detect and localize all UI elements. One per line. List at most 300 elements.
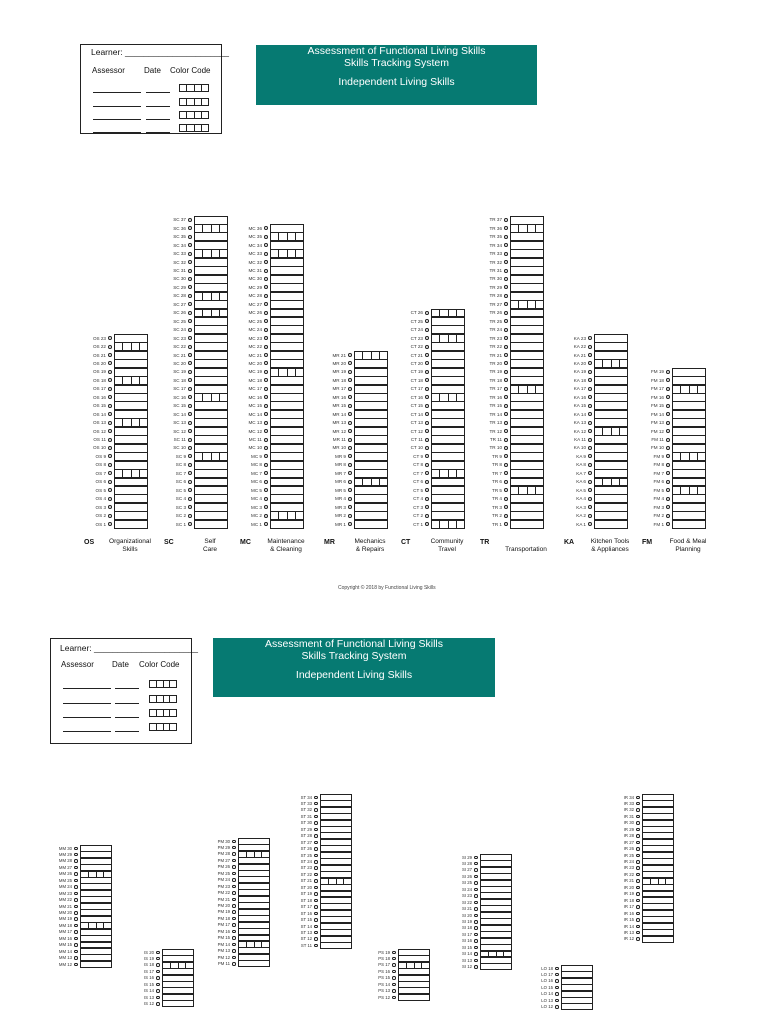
p2-st-label-33: ST 33 bbox=[300, 800, 312, 806]
mr-name-line-2: & Repairs bbox=[355, 546, 385, 553]
p2-si-label-16: SI 16 bbox=[461, 938, 472, 944]
p2-is-label-19: IS 19 bbox=[143, 955, 154, 961]
p2-ir-label-16: IR 16 bbox=[623, 910, 634, 916]
p2-mm-circle-28[interactable] bbox=[74, 859, 78, 863]
tr-label-25: TR 25 bbox=[489, 318, 502, 324]
p2-ps-circle-17[interactable] bbox=[392, 963, 396, 967]
os-label-14: OS 14 bbox=[92, 411, 106, 417]
mc-label-3: MC 3 bbox=[251, 504, 262, 510]
p2-lo-circle-17[interactable] bbox=[555, 973, 559, 977]
p2-st-circle-23[interactable] bbox=[314, 866, 318, 870]
p2-mm-circle-21[interactable] bbox=[74, 905, 78, 909]
p2-ps-circle-16[interactable] bbox=[392, 970, 396, 974]
p2-mm-box-12[interactable] bbox=[80, 961, 112, 968]
p2-lo-label-12: LO 12 bbox=[541, 1004, 553, 1010]
assessor-line-2-4[interactable] bbox=[63, 731, 111, 732]
p2-mm-circle-15[interactable] bbox=[74, 943, 78, 947]
assessor-label-2: Assessor bbox=[61, 660, 94, 669]
p2-ir-circle-29[interactable] bbox=[636, 828, 640, 832]
os-label-15: OS 15 bbox=[92, 403, 106, 409]
p2-st-label-14: ST 14 bbox=[300, 923, 312, 929]
p2-si-circle-27[interactable] bbox=[474, 868, 478, 872]
mr-label-20: MR 20 bbox=[332, 360, 346, 366]
ka-label-16: KA 16 bbox=[573, 394, 586, 400]
p2-st-circle-18[interactable] bbox=[314, 899, 318, 903]
sc-label-2: SC 2 bbox=[175, 513, 186, 519]
os-label-10: OS 10 bbox=[92, 445, 106, 451]
p2-st-label-12: ST 12 bbox=[300, 936, 312, 942]
p2-si-circle-17[interactable] bbox=[474, 933, 478, 937]
ct-label-19: CT 19 bbox=[410, 369, 423, 375]
p2-ir-circle-23[interactable] bbox=[636, 866, 640, 870]
mr-label-1: MR 1 bbox=[335, 521, 346, 527]
p2-pm-circle-17[interactable] bbox=[232, 923, 236, 927]
p2-pm-label-18: PM 18 bbox=[217, 915, 230, 921]
p2-ir-circle-18[interactable] bbox=[636, 899, 640, 903]
ct-label-6: CT 6 bbox=[413, 479, 423, 485]
p2-is-circle-16[interactable] bbox=[156, 976, 160, 980]
p2-ps-circle-15[interactable] bbox=[392, 976, 396, 980]
p2-mm-circle-16[interactable] bbox=[74, 937, 78, 941]
p2-ps-box-12[interactable] bbox=[398, 994, 430, 1001]
p2-pm-label-14: PM 14 bbox=[217, 941, 230, 947]
p2-ir-circle-25[interactable] bbox=[636, 854, 640, 858]
p2-is-circle-13[interactable] bbox=[156, 996, 160, 1000]
p2-ir-circle-27[interactable] bbox=[636, 841, 640, 845]
sc-label-16: SC 16 bbox=[173, 394, 186, 400]
p2-si-circle-15[interactable] bbox=[474, 946, 478, 950]
color-code-label-2: Color Code bbox=[139, 660, 180, 669]
p2-ir-circle-17[interactable] bbox=[636, 905, 640, 909]
learner-label: Learner: ______________________ bbox=[91, 47, 230, 57]
p2-pm-circle-30[interactable] bbox=[232, 840, 236, 844]
p2-pm-label-21: PM 21 bbox=[217, 896, 230, 902]
mc-label-31: MC 31 bbox=[248, 268, 262, 273]
p2-st-circle-12[interactable] bbox=[314, 937, 318, 941]
ct-label-5: CT 5 bbox=[413, 487, 423, 493]
p2-st-circle-27[interactable] bbox=[314, 841, 318, 845]
tr-label-32: TR 32 bbox=[489, 259, 502, 265]
p2-is-circle-12[interactable] bbox=[156, 1002, 160, 1006]
p2-st-circle-24[interactable] bbox=[314, 860, 318, 864]
p2-st-circle-29[interactable] bbox=[314, 828, 318, 832]
ct-label-23: CT 23 bbox=[410, 335, 423, 341]
p2-ir-circle-14[interactable] bbox=[636, 925, 640, 929]
date-label-2: Date bbox=[112, 660, 129, 669]
p2-ir-circle-33[interactable] bbox=[636, 802, 640, 806]
p2-st-circle-14[interactable] bbox=[314, 925, 318, 929]
mc-label-19: MC 19 bbox=[248, 369, 262, 375]
p2-pm-circle-21[interactable] bbox=[232, 898, 236, 902]
p2-si-circle-21[interactable] bbox=[474, 907, 478, 911]
mr-label-3: MR 3 bbox=[335, 504, 346, 510]
p2-is-circle-18[interactable] bbox=[156, 963, 160, 967]
p2-st-label-32: ST 32 bbox=[300, 807, 312, 813]
p2-ps-circle-18[interactable] bbox=[392, 957, 396, 961]
p2-ir-circle-13[interactable] bbox=[636, 931, 640, 935]
ka-label-23: KA 23 bbox=[573, 335, 586, 341]
learner-info-box-2 bbox=[50, 638, 199, 744]
p2-st-label-11: ST 11 bbox=[300, 942, 312, 948]
p2-mm-circle-24[interactable] bbox=[74, 885, 78, 889]
p2-st-circle-15[interactable] bbox=[314, 918, 318, 922]
tr-label-10: TR 10 bbox=[489, 445, 502, 451]
p2-si-box-12[interactable] bbox=[480, 963, 512, 970]
p2-mm-circle-30[interactable] bbox=[74, 847, 78, 851]
ka-label-14: KA 14 bbox=[573, 411, 586, 417]
p2-st-circle-34[interactable] bbox=[314, 796, 318, 800]
p2-ps-circle-12[interactable] bbox=[392, 996, 396, 1000]
p2-ir-label-31: IR 31 bbox=[623, 813, 634, 819]
p2-pm-label-30: PM 30 bbox=[217, 838, 230, 844]
os-label-13: OS 13 bbox=[92, 420, 106, 426]
p2-pm-circle-22[interactable] bbox=[232, 891, 236, 895]
p2-st-circle-13[interactable] bbox=[314, 931, 318, 935]
p2-pm-circle-16[interactable] bbox=[232, 930, 236, 934]
ka-label-15: KA 15 bbox=[573, 403, 586, 409]
p2-is-circle-17[interactable] bbox=[156, 970, 160, 974]
p2-si-circle-26[interactable] bbox=[474, 875, 478, 879]
p2-st-circle-26[interactable] bbox=[314, 847, 318, 851]
sc-label-24: SC 24 bbox=[173, 327, 186, 333]
p2-lo-circle-12[interactable] bbox=[555, 1005, 559, 1009]
assessor-line-2-1[interactable] bbox=[63, 688, 111, 689]
p2-mm-circle-25[interactable] bbox=[74, 879, 78, 883]
p2-mm-label-18: MM 18 bbox=[58, 922, 72, 928]
sc-label-23: SC 23 bbox=[173, 335, 186, 341]
p2-ir-label-22: IR 22 bbox=[623, 871, 634, 877]
mc-label-18: MC 18 bbox=[248, 377, 262, 383]
p2-st-circle-20[interactable] bbox=[314, 886, 318, 890]
p2-st-circle-31[interactable] bbox=[314, 815, 318, 819]
fm-label-11: FM 11 bbox=[651, 437, 664, 442]
date-line-2-2[interactable] bbox=[115, 703, 139, 704]
ct-label-4: CT 4 bbox=[413, 496, 423, 502]
p2-pm-circle-19[interactable] bbox=[232, 910, 236, 914]
sc-label-14: SC 14 bbox=[173, 411, 186, 417]
mr-name-line-1: Mechanics bbox=[354, 538, 386, 545]
p2-ps-circle-19[interactable] bbox=[392, 951, 396, 955]
title-line-2-1: Assessment of Functional Living Skills bbox=[265, 638, 443, 650]
p2-pm-circle-24[interactable] bbox=[232, 878, 236, 882]
p2-ir-label-23: IR 23 bbox=[623, 865, 634, 871]
p2-si-circle-28[interactable] bbox=[474, 862, 478, 866]
p2-mm-circle-19[interactable] bbox=[74, 917, 78, 921]
p2-si-circle-12[interactable] bbox=[474, 965, 478, 969]
p2-ir-circle-32[interactable] bbox=[636, 808, 640, 812]
p2-ir-circle-28[interactable] bbox=[636, 834, 640, 838]
sc-label-7: SC 7 bbox=[175, 470, 186, 476]
os-name-line-2: Skills bbox=[122, 546, 138, 553]
p2-st-label-17: ST 17 bbox=[300, 904, 312, 910]
p2-pm-label-11: PM 11 bbox=[217, 961, 230, 967]
sc-label-12: SC 12 bbox=[173, 428, 186, 434]
mc-label-35: MC 35 bbox=[248, 234, 262, 240]
os-label-4: OS 4 bbox=[95, 496, 106, 502]
os-label-18: OS 18 bbox=[92, 377, 106, 383]
p2-ir-label-24: IR 24 bbox=[623, 859, 634, 864]
p2-mm-label-22: MM 22 bbox=[58, 897, 72, 903]
p2-pm-circle-23[interactable] bbox=[232, 885, 236, 889]
p2-pm-circle-25[interactable] bbox=[232, 872, 236, 876]
p2-ir-circle-26[interactable] bbox=[636, 847, 640, 851]
p2-is-circle-20[interactable] bbox=[156, 951, 160, 955]
p2-st-circle-17[interactable] bbox=[314, 905, 318, 909]
sc-label-31: SC 31 bbox=[173, 268, 186, 273]
fm-label-14: FM 14 bbox=[650, 411, 664, 417]
p2-ir-circle-20[interactable] bbox=[636, 886, 640, 890]
sc-label-4: SC 4 bbox=[175, 496, 186, 502]
p2-st-circle-21[interactable] bbox=[314, 879, 318, 883]
p2-si-circle-18[interactable] bbox=[474, 926, 478, 930]
p2-st-circle-30[interactable] bbox=[314, 821, 318, 825]
ka-name-line-1: Kitchen Tools bbox=[590, 538, 630, 545]
mc-code: MC bbox=[240, 539, 251, 546]
date-line-2-3[interactable] bbox=[115, 717, 139, 718]
p2-lo-box-12[interactable] bbox=[561, 1003, 593, 1010]
p2-pm-circle-18[interactable] bbox=[232, 917, 236, 921]
p2-mm-circle-18[interactable] bbox=[74, 924, 78, 928]
mr-label-9: MR 9 bbox=[335, 453, 346, 459]
mc-name-line-1: Maintenance bbox=[267, 538, 305, 545]
p2-si-circle-19[interactable] bbox=[474, 920, 478, 924]
p2-pm-circle-29[interactable] bbox=[232, 846, 236, 850]
p2-ir-label-20: IR 20 bbox=[623, 884, 634, 890]
mc-label-34: MC 34 bbox=[248, 242, 262, 248]
p2-pm-circle-26[interactable] bbox=[232, 865, 236, 869]
p2-mm-circle-29[interactable] bbox=[74, 853, 78, 857]
p2-pm-label-16: PM 16 bbox=[217, 928, 230, 934]
p2-ir-circle-15[interactable] bbox=[636, 918, 640, 922]
p2-ps-label-16: PS 16 bbox=[378, 968, 390, 974]
tr-label-9: TR 9 bbox=[492, 453, 502, 459]
tr-label-37: TR 37 bbox=[489, 217, 502, 223]
sc-label-35: SC 35 bbox=[173, 234, 186, 240]
p2-ir-label-17: IR 17 bbox=[623, 904, 634, 910]
p2-ir-circle-12[interactable] bbox=[636, 937, 640, 941]
sc-label-6: SC 6 bbox=[175, 479, 186, 485]
p2-si-circle-29[interactable] bbox=[474, 856, 478, 860]
fm-label-1: FM 1 bbox=[653, 521, 664, 527]
p2-st-circle-32[interactable] bbox=[314, 808, 318, 812]
ka-label-4: KA 4 bbox=[576, 496, 586, 502]
sc-label-13: SC 13 bbox=[173, 420, 186, 426]
p2-mm-label-14: MM 14 bbox=[58, 948, 72, 954]
p2-si-circle-20[interactable] bbox=[474, 914, 478, 918]
p2-lo-circle-14[interactable] bbox=[555, 992, 559, 996]
p2-ir-circle-16[interactable] bbox=[636, 912, 640, 916]
mr-label-18: MR 18 bbox=[332, 377, 346, 383]
color-code-box-2-2[interactable] bbox=[149, 695, 177, 703]
p2-st-circle-19[interactable] bbox=[314, 892, 318, 896]
tr-label-5: TR 5 bbox=[492, 487, 502, 493]
p2-ir-circle-22[interactable] bbox=[636, 873, 640, 877]
p2-pm-circle-15[interactable] bbox=[232, 936, 236, 940]
fm-label-4: FM 4 bbox=[653, 496, 664, 502]
p2-mm-circle-27[interactable] bbox=[74, 866, 78, 870]
mr-label-8: MR 8 bbox=[335, 462, 346, 468]
sc-name-line-1: Self bbox=[204, 538, 216, 545]
p2-ir-circle-19[interactable] bbox=[636, 892, 640, 896]
p2-pm-circle-28[interactable] bbox=[232, 852, 236, 856]
color-code-box-2-1[interactable] bbox=[149, 680, 177, 688]
p2-st-label-19: ST 19 bbox=[300, 891, 312, 897]
p2-mm-circle-20[interactable] bbox=[74, 911, 78, 915]
p2-is-circle-19[interactable] bbox=[156, 957, 160, 961]
p2-ps-circle-13[interactable] bbox=[392, 989, 396, 993]
p2-is-label-16: IS 16 bbox=[143, 975, 154, 981]
mr-label-12: MR 12 bbox=[332, 428, 346, 434]
mc-label-14: MC 14 bbox=[248, 411, 262, 417]
date-line-2-4[interactable] bbox=[115, 731, 139, 732]
mc-label-10: MC 10 bbox=[248, 445, 262, 451]
p2-is-label-18: IS 18 bbox=[143, 962, 154, 968]
p2-lo-circle-13[interactable] bbox=[555, 999, 559, 1003]
p2-pm-circle-12[interactable] bbox=[232, 956, 236, 960]
p2-pm-label-20: PM 20 bbox=[217, 903, 230, 908]
color-code-box-2-4[interactable] bbox=[149, 723, 177, 731]
p2-si-circle-25[interactable] bbox=[474, 881, 478, 885]
mr-code: MR bbox=[324, 539, 335, 546]
p2-mm-label-28: MM 28 bbox=[58, 858, 72, 864]
p2-pm-label-19: PM 19 bbox=[217, 909, 230, 915]
p2-is-circle-14[interactable] bbox=[156, 989, 160, 993]
p2-mm-circle-22[interactable] bbox=[74, 898, 78, 902]
tr-label-18: TR 18 bbox=[489, 377, 502, 383]
color-code-box-2-3[interactable] bbox=[149, 709, 177, 717]
p2-ir-circle-34[interactable] bbox=[636, 796, 640, 800]
ka-code: KA bbox=[564, 539, 575, 546]
ct-label-18: CT 18 bbox=[410, 377, 423, 383]
p2-mm-label-19: MM 19 bbox=[58, 916, 72, 922]
p2-is-label-13: IS 13 bbox=[143, 994, 154, 1000]
sc-label-15: SC 15 bbox=[173, 403, 186, 409]
ct-label-13: CT 13 bbox=[410, 420, 423, 426]
p2-mm-label-24: MM 24 bbox=[58, 884, 72, 890]
p2-st-circle-22[interactable] bbox=[314, 873, 318, 877]
assessor-line-2-3[interactable] bbox=[63, 717, 111, 718]
os-label-7: OS 7 bbox=[95, 470, 106, 476]
p2-st-label-13: ST 13 bbox=[300, 929, 312, 935]
p2-ps-circle-14[interactable] bbox=[392, 983, 396, 987]
p2-si-circle-23[interactable] bbox=[474, 894, 478, 898]
p2-st-circle-11[interactable] bbox=[314, 944, 318, 948]
tr-label-12: TR 12 bbox=[489, 428, 502, 434]
p2-pm-circle-14[interactable] bbox=[232, 943, 236, 947]
p2-ir-box-12[interactable] bbox=[642, 936, 674, 943]
p2-ir-circle-24[interactable] bbox=[636, 860, 640, 864]
tr-label-11: TR 11 bbox=[489, 437, 502, 442]
ct-label-12: CT 12 bbox=[410, 428, 423, 434]
ct-label-11: CT 11 bbox=[410, 437, 423, 442]
tr-label-30: TR 30 bbox=[489, 276, 502, 282]
os-label-20: OS 20 bbox=[92, 360, 106, 366]
p2-mm-circle-12[interactable] bbox=[74, 963, 78, 967]
p2-is-circle-15[interactable] bbox=[156, 983, 160, 987]
p2-st-circle-33[interactable] bbox=[314, 802, 318, 806]
p2-mm-circle-23[interactable] bbox=[74, 892, 78, 896]
p2-pm-circle-13[interactable] bbox=[232, 949, 236, 953]
ct-code: CT bbox=[401, 539, 411, 546]
tr-label-29: TR 29 bbox=[489, 284, 502, 290]
p2-lo-circle-15[interactable] bbox=[555, 986, 559, 990]
p2-si-circle-24[interactable] bbox=[474, 888, 478, 892]
p2-st-circle-25[interactable] bbox=[314, 854, 318, 858]
p2-si-circle-13[interactable] bbox=[474, 959, 478, 963]
p2-si-circle-22[interactable] bbox=[474, 901, 478, 905]
assessor-line-2-2[interactable] bbox=[63, 703, 111, 704]
p2-mm-circle-13[interactable] bbox=[74, 956, 78, 960]
ka-label-12: KA 12 bbox=[573, 428, 586, 434]
ka-label-18: KA 18 bbox=[573, 377, 586, 383]
p2-ir-circle-21[interactable] bbox=[636, 879, 640, 883]
p2-mm-label-15: MM 15 bbox=[58, 942, 72, 948]
p2-st-label-30: ST 30 bbox=[300, 820, 312, 826]
p2-pm-circle-11[interactable] bbox=[232, 962, 236, 966]
fm-label-16: FM 16 bbox=[650, 394, 664, 400]
p2-lo-circle-18[interactable] bbox=[555, 967, 559, 971]
tr-label-34: TR 34 bbox=[489, 242, 502, 248]
p2-ir-circle-31[interactable] bbox=[636, 815, 640, 819]
p2-lo-circle-16[interactable] bbox=[555, 979, 559, 983]
ct-label-26: CT 26 bbox=[410, 310, 423, 316]
mr-label-16: MR 16 bbox=[332, 394, 346, 400]
date-line-2-1[interactable] bbox=[115, 688, 139, 689]
ct-label-17: CT 17 bbox=[410, 386, 423, 392]
p2-mm-label-27: MM 27 bbox=[58, 864, 72, 870]
tr-label-21: TR 21 bbox=[489, 352, 502, 358]
p2-mm-label-20: MM 20 bbox=[58, 910, 72, 915]
mc-label-12: MC 12 bbox=[248, 428, 262, 434]
p2-ir-label-21: IR 21 bbox=[623, 878, 634, 884]
p2-st-box-11[interactable] bbox=[320, 942, 352, 949]
ct-name-line-2: Travel bbox=[438, 546, 456, 553]
tr-label-20: TR 20 bbox=[489, 360, 502, 366]
mc-label-4: MC 4 bbox=[251, 496, 262, 502]
p2-mm-circle-14[interactable] bbox=[74, 950, 78, 954]
ka-label-9: KA 9 bbox=[576, 453, 586, 459]
p2-pm-circle-27[interactable] bbox=[232, 859, 236, 863]
p2-ir-label-27: IR 27 bbox=[623, 839, 634, 845]
p2-mm-circle-17[interactable] bbox=[74, 930, 78, 934]
p2-mm-circle-26[interactable] bbox=[74, 872, 78, 876]
p2-ir-label-26: IR 26 bbox=[623, 846, 634, 852]
os-label-23: OS 23 bbox=[92, 335, 106, 341]
mc-label-1: MC 1 bbox=[251, 521, 262, 527]
mc-label-29: MC 29 bbox=[248, 284, 262, 290]
p2-si-label-25: SI 25 bbox=[461, 880, 472, 886]
p2-ir-circle-30[interactable] bbox=[636, 821, 640, 825]
p2-pm-circle-20[interactable] bbox=[232, 904, 236, 908]
fm-label-3: FM 3 bbox=[653, 504, 664, 510]
p2-is-box-12[interactable] bbox=[162, 1000, 194, 1007]
p2-st-circle-16[interactable] bbox=[314, 912, 318, 916]
p2-pm-label-23: PM 23 bbox=[217, 883, 230, 889]
mr-label-21: MR 21 bbox=[332, 352, 346, 358]
p2-si-circle-14[interactable] bbox=[474, 952, 478, 956]
p2-st-label-26: ST 26 bbox=[300, 846, 312, 852]
p2-pm-box-11[interactable] bbox=[238, 960, 270, 967]
sc-label-17: SC 17 bbox=[173, 386, 186, 392]
mc-label-21: MC 21 bbox=[248, 352, 262, 358]
color-code-label: Color Code bbox=[170, 66, 211, 75]
p2-si-circle-16[interactable] bbox=[474, 939, 478, 943]
p2-is-label-12: IS 12 bbox=[143, 1001, 154, 1007]
p2-st-circle-28[interactable] bbox=[314, 834, 318, 838]
p2-mm-label-13: MM 13 bbox=[58, 955, 72, 961]
fm-label-2: FM 2 bbox=[653, 513, 664, 519]
os-code: OS bbox=[84, 539, 95, 546]
